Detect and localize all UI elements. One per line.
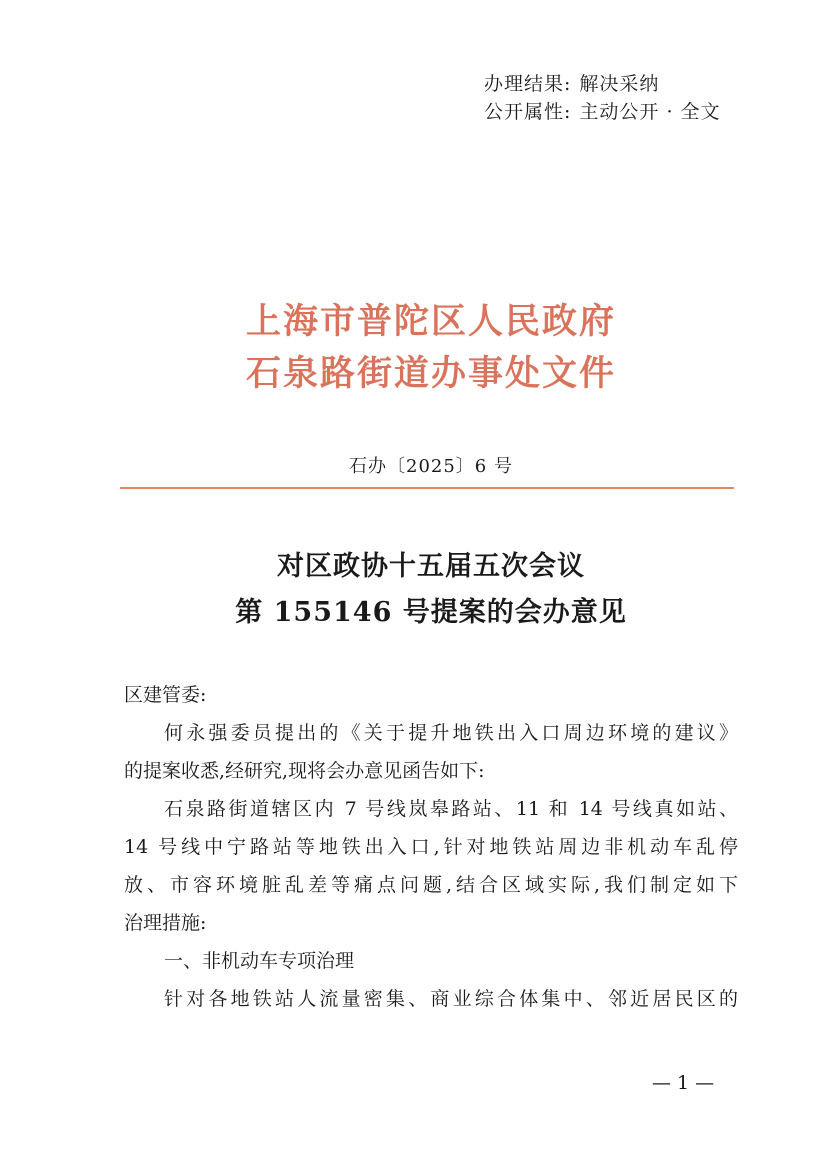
body-line: 的提案收悉,经研究,现将会办意见函告如下: bbox=[124, 760, 485, 782]
disclosure-value: 主动公开 · 全文 bbox=[579, 101, 721, 123]
title-line-2: 第 155146 号提案的会办意见 bbox=[235, 597, 627, 628]
section-heading: 一、非机动车专项治理 bbox=[164, 950, 355, 972]
document-title bbox=[0, 544, 826, 636]
title-line-1: 对区政协十五届五次会议 bbox=[277, 551, 585, 582]
body-line: 何永强委员提出的《关于提升地铁出入口周边环境的建议》 bbox=[164, 722, 738, 744]
issuer-header bbox=[0, 296, 826, 400]
document-metadata bbox=[484, 70, 721, 126]
document-number: 石办〔2025〕6 号 bbox=[349, 456, 513, 477]
result-value: 解决采纳 bbox=[579, 73, 660, 95]
result-row bbox=[484, 70, 721, 98]
issuer-line-1: 上海市普陀区人民政府 bbox=[245, 301, 616, 342]
page-number: — 1 — bbox=[652, 1072, 715, 1094]
salutation: 区建管委: bbox=[124, 684, 207, 706]
body-line: 石泉路街道辖区内 7 号线岚皋路站、11 和 14 号线真如站、 bbox=[164, 798, 738, 820]
body-text bbox=[124, 676, 738, 1018]
disclosure-row bbox=[484, 98, 721, 126]
body-line: 放、市容环境脏乱差等痛点问题,结合区域实际,我们制定如下 bbox=[124, 874, 738, 896]
result-label: 办理结果: bbox=[484, 73, 572, 95]
body-line: 针对各地铁站人流量密集、商业综合体集中、邻近居民区的 bbox=[164, 988, 738, 1010]
body-line: 治理措施: bbox=[124, 912, 207, 934]
disclosure-label: 公开属性: bbox=[484, 101, 572, 123]
body-line: 14 号线中宁路站等地铁出入口,针对地铁站周边非机动车乱停 bbox=[124, 836, 738, 858]
red-divider-line bbox=[120, 487, 734, 489]
issuer-line-2: 石泉路街道办事处文件 bbox=[245, 353, 616, 394]
